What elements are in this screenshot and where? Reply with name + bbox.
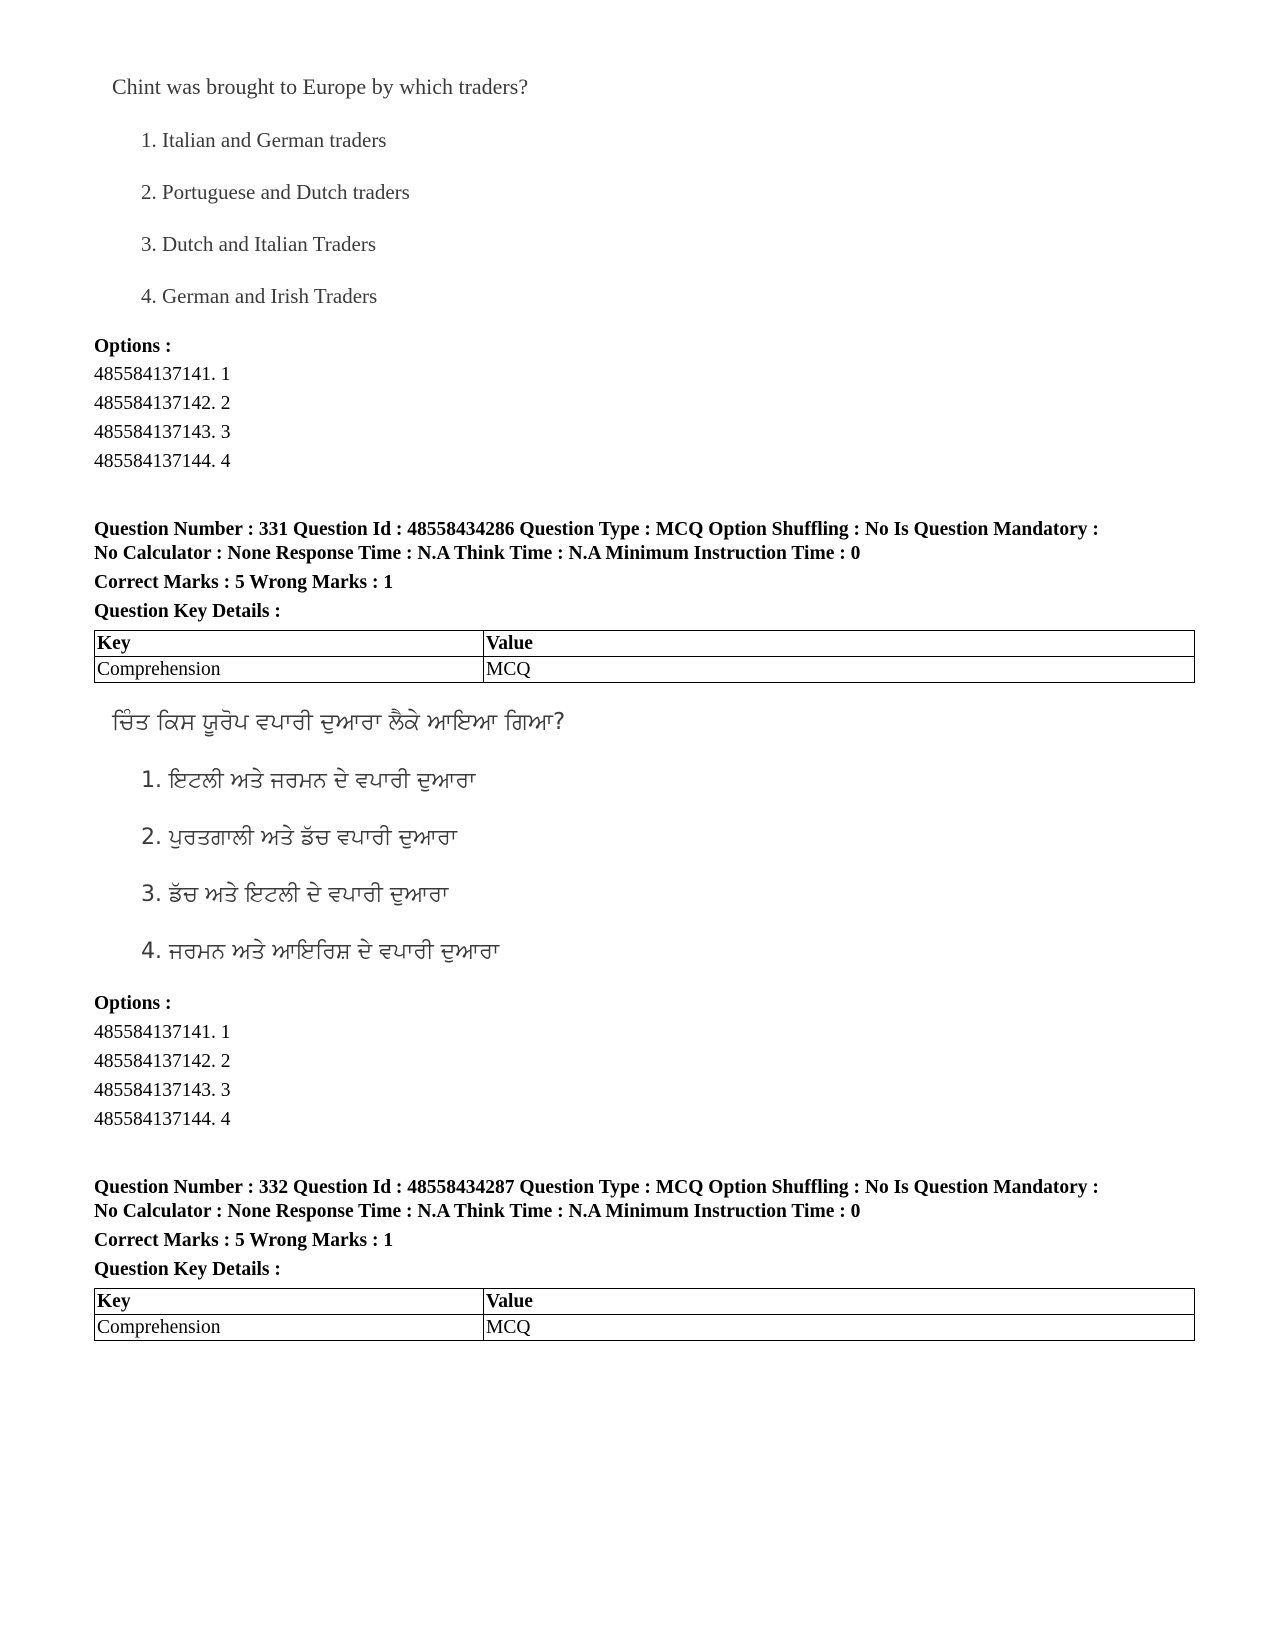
table-row [95,657,1195,683]
choice-4: 4. German and Irish Traders [141,284,378,308]
option-4: 485584137144. 4 [94,451,231,472]
question-meta-line-2: No Calculator : None Response Time : N.A Think Time : N.A Minimum Instruction Time : 0 [94,543,861,564]
options-label: Options : [94,993,172,1014]
choice-3-punjabi: 3. ਡੱਚ ਅਤੇ ਇਟਲੀ ਦੇ ਵਪਾਰੀ ਦੁਆਰਾ [141,882,449,907]
key-details-table [94,630,1195,683]
choice-1: 1. Italian and German traders [141,128,387,152]
cell-value: MCQ [484,1315,1195,1341]
option-4: 485584137144. 4 [94,1109,231,1130]
option-1: 485584137141. 1 [94,364,231,385]
table-header-row [95,631,1195,657]
choice-2: 2. Portuguese and Dutch traders [141,180,410,204]
marks: Correct Marks : 5 Wrong Marks : 1 [94,572,394,593]
choice-4-punjabi: 4. ਜਰਮਨ ਅਤੇ ਆਇਰਿਸ਼ ਦੇ ਵਪਾਰੀ ਦੁਆਰਾ [141,939,500,964]
choice-2-punjabi: 2. ਪੁਰਤਗਾਲੀ ਅਤੇ ਡੱਚ ਵਪਾਰੀ ਦੁਆਰਾ [141,825,458,850]
question-text: Chint was brought to Europe by which traders? [112,74,529,99]
key-details-label: Question Key Details : [94,1259,281,1280]
marks: Correct Marks : 5 Wrong Marks : 1 [94,1230,394,1251]
option-1: 485584137141. 1 [94,1022,231,1043]
option-2: 485584137142. 2 [94,393,231,414]
cell-key: Comprehension [95,657,484,683]
choice-1-punjabi: 1. ਇਟਲੀ ਅਤੇ ਜਰਮਨ ਦੇ ਵਪਾਰੀ ਦੁਆਰਾ [141,768,476,793]
header-value: Value [484,1289,1195,1315]
option-3: 485584137143. 3 [94,1080,231,1101]
header-key: Key [95,1289,484,1315]
header-value: Value [484,631,1195,657]
header-key: Key [95,631,484,657]
question-meta-line-1: Question Number : 332 Question Id : 48558434287 Question Type : MCQ Option Shuffling : No Is Question Mandatory : [94,1177,1099,1198]
question-meta-line-1: Question Number : 331 Question Id : 48558434286 Question Type : MCQ Option Shuffling : No Is Question Mandatory : [94,519,1099,540]
cell-key: Comprehension [95,1315,484,1341]
question-meta-line-2: No Calculator : None Response Time : N.A Think Time : N.A Minimum Instruction Time : 0 [94,1201,861,1222]
options-label: Options : [94,336,172,357]
key-details-table [94,1288,1195,1341]
choice-3: 3. Dutch and Italian Traders [141,232,377,256]
question-meta [94,518,1194,566]
option-3: 485584137143. 3 [94,422,231,443]
option-2: 485584137142. 2 [94,1051,231,1072]
table-row [95,1315,1195,1341]
table-header-row [95,1289,1195,1315]
question-meta [94,1176,1194,1224]
question-text-punjabi: ਚਿੰਤ ਕਿਸ ਯੂਰੋਪ ਵਪਾਰੀ ਦੁਆਰਾ ਲੈਕੇ ਆਇਆ ਗਿਆ? [112,709,566,735]
cell-value: MCQ [484,657,1195,683]
key-details-label: Question Key Details : [94,601,281,622]
